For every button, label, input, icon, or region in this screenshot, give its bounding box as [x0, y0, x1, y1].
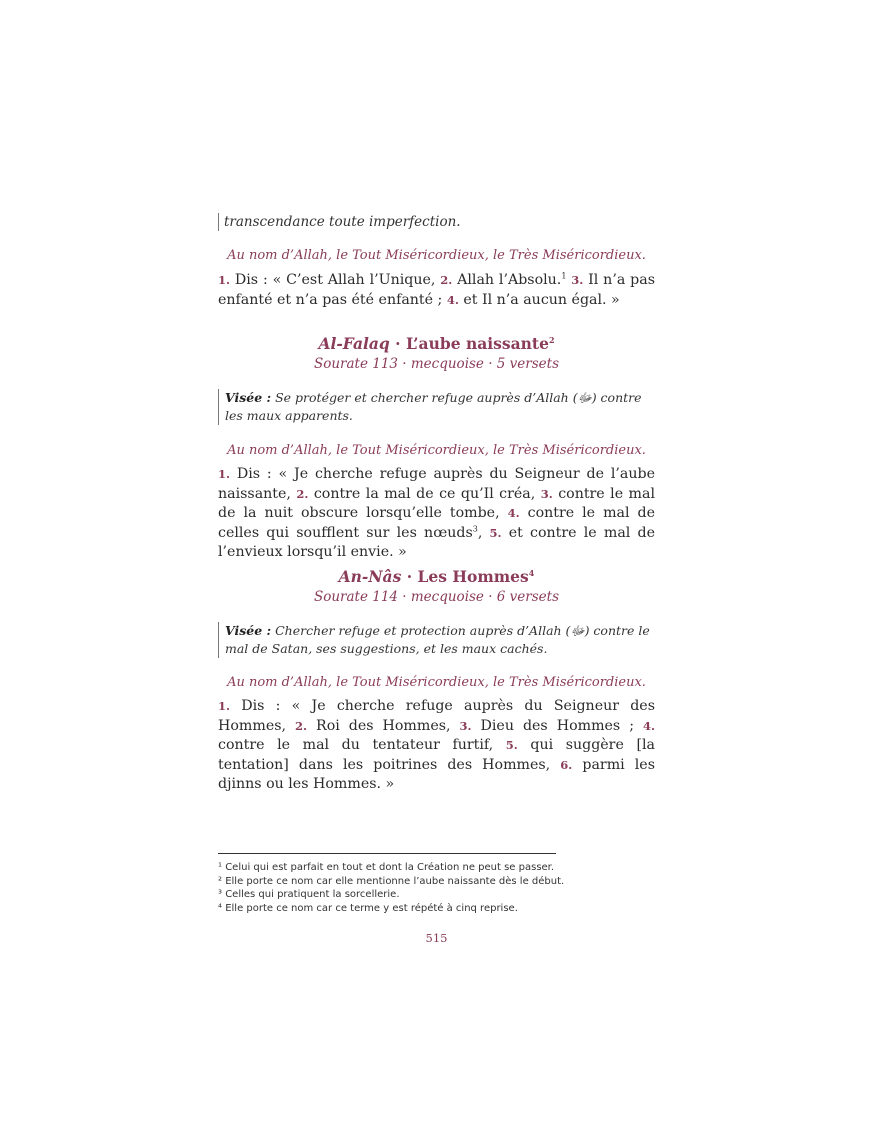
surah-113-visee: [218, 389, 657, 425]
verse-text: Il n’a pas enfanté et n’a pas été enfanté ;: [218, 272, 655, 308]
basmala-113: Au nom d’Allah, le Tout Miséricordieux, le Très Miséricordieux.: [227, 443, 646, 458]
verse-text: contre le mal de la nuit obscure lorsqu’elle tombe,: [218, 485, 655, 521]
verse-number: 1.: [218, 699, 231, 713]
footnote-1: ¹ Celui qui est parfait en tout et dont la Création ne peut se passer.: [218, 862, 555, 873]
verse-separator: ,: [477, 524, 490, 541]
visee-label: Visée :: [225, 623, 272, 638]
basmala-112: Au nom d’Allah, le Tout Miséricordieux, le Très Miséricordieux.: [227, 248, 646, 263]
surah-114-title: [218, 567, 655, 586]
verse-text: Dis : « C’est Allah l’Unique,: [230, 272, 441, 288]
verse-text: contre le mal de celles qui soufflent sur les nœuds: [218, 505, 656, 541]
page-number: 515: [425, 931, 448, 945]
footnote-ref: 4: [528, 567, 535, 578]
verse-text: parmi les djinns ou les Hommes. »: [218, 756, 655, 792]
verse-number: 2.: [295, 718, 308, 733]
verse-text: et contre le mal de l’envieux lorsqu’il envie. »: [218, 524, 656, 560]
verse-number: 4.: [446, 292, 459, 307]
verse-text: qui suggère [la tentation] dans les poitrines des Hommes,: [218, 737, 655, 773]
footnote-divider: [218, 853, 556, 854]
intro-line: transcendance toute imperfection.: [218, 213, 461, 231]
verse-number: 2.: [296, 486, 309, 501]
surah-113-translit: Al-Falaq: [318, 334, 390, 353]
footnote-ref: 3: [472, 523, 478, 533]
surah-114-visee: [218, 622, 657, 658]
surah-114-subtitle: Sourate 114 · mecquoise · 6 versets: [313, 589, 560, 605]
surah-112-verses: [218, 271, 655, 310]
verse-number: 4.: [507, 506, 520, 520]
surah-113-verses: [218, 465, 655, 563]
surah-113-title: [218, 334, 655, 353]
footnote-ref: 1: [561, 271, 567, 281]
verse-number: 1.: [218, 273, 231, 287]
surah-113-title-text: · L’aube naissante: [389, 334, 549, 353]
verse-number: 3.: [459, 718, 472, 733]
verse-number: 5.: [489, 525, 502, 540]
footnote-2: ² Elle porte ce nom car elle mentionne l’aube naissante dès le début.: [218, 875, 565, 887]
verse-text: Dieu des Hommes ;: [471, 717, 643, 734]
surah-114-verses: [218, 697, 655, 795]
visee-text: Chercher refuge et protection auprès d’Allah (ﷻ) contre le mal de Satan, ses suggestions, et les maux cachés.: [225, 623, 650, 656]
verse-text: Allah l’Absolu.: [452, 272, 562, 288]
surah-113-subtitle: Sourate 113 · mecquoise · 5 versets: [313, 356, 560, 372]
visee-label: Visée :: [225, 390, 272, 405]
surah-114-title-text: · Les Hommes: [401, 567, 529, 586]
verse-number: 6.: [560, 757, 573, 772]
surah-114-translit: An-Nâs: [338, 567, 402, 586]
verse-number: 5.: [505, 738, 518, 752]
visee-text: Se protéger et chercher refuge auprès d’Allah (ﷻ) contre les maux apparents.: [225, 390, 642, 423]
basmala-114: Au nom d’Allah, le Tout Miséricordieux, le Très Miséricordieux.: [227, 675, 646, 690]
verse-text: Roi des Hommes,: [307, 717, 460, 734]
verse-text: contre le mal du tentateur furtif,: [218, 737, 506, 753]
verse-text: et Il n’a aucun égal. »: [458, 291, 620, 308]
footnote-ref: 2: [548, 334, 555, 345]
verse-number: 1.: [218, 467, 231, 481]
footnote-3: ³ Celles qui pratiquent la sorcellerie.: [218, 889, 400, 901]
footnotes: [218, 861, 655, 915]
verse-number: 3.: [571, 273, 584, 287]
verse-number: 3.: [540, 486, 553, 501]
verse-number: 2.: [440, 273, 453, 287]
verse-text: Dis : « Je cherche refuge auprès du Seigneur des Hommes,: [218, 698, 655, 734]
verse-text: Dis : « Je cherche refuge auprès du Seigneur de l’aube naissante,: [218, 466, 655, 502]
verse-number: 4.: [642, 718, 655, 733]
footnote-4: ⁴ Elle porte ce nom car ce terme y est répété à cinq reprise.: [218, 902, 518, 914]
verse-text: contre la mal de ce qu’Il créa,: [308, 485, 541, 502]
